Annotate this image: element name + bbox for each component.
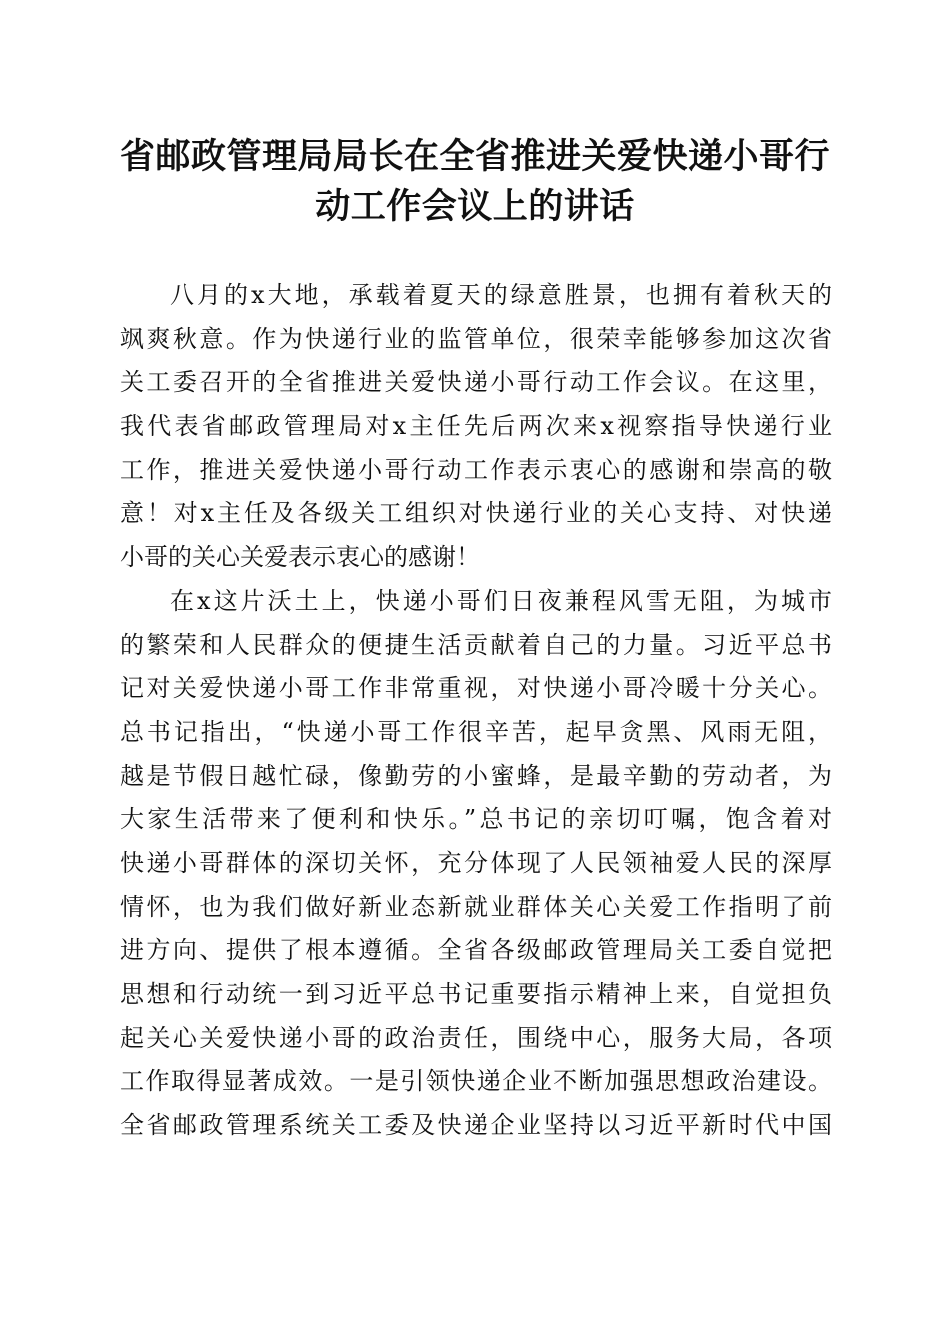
paragraph-2-line: 全省邮政管理系统关工委及快递企业坚持以习近平新时代中国 xyxy=(120,1111,832,1140)
paragraph-2-line: 快递小哥群体的深切关怀，充分体现了人民领袖爱人民的深厚 xyxy=(120,848,832,877)
paragraph-2-line: 思想和行动统一到习近平总书记重要指示精神上来，自觉担负 xyxy=(120,980,832,1008)
document-title xyxy=(100,132,850,232)
paragraph-1-line: 飒爽秋意。作为快递行业的监管单位，很荣幸能够参加这次省 xyxy=(120,324,832,353)
paragraph-2-line: 大家生活带来了便利和快乐。”总书记的亲切叮嘱，饱含着对 xyxy=(120,805,832,834)
title-line-1: 省邮政管理局局长在全省推进关爱快递小哥行 xyxy=(119,136,830,177)
paragraph-2-line: 在x这片沃土上，快递小哥们日夜兼程风雪无阻，为城市 xyxy=(170,586,832,615)
paragraph-1-line: 工作，推进关爱快递小哥行动工作表示衷心的感谢和崇高的敬 xyxy=(120,455,832,484)
paragraph-1-line: 八月的x大地，承载着夏天的绿意胜景，也拥有着秋天的 xyxy=(170,281,832,309)
title-line-2: 动工作会议上的讲话 xyxy=(315,186,635,227)
paragraph-1-line: 关工委召开的全省推进关爱快递小哥行动工作会议。在这里， xyxy=(120,368,832,397)
paragraph-2-line: 起关心关爱快递小哥的政治责任，围绕中心，服务大局，各项 xyxy=(120,1023,832,1052)
paragraph-2-line: 进方向、提供了根本遵循。全省各级邮政管理局关工委自觉把 xyxy=(120,936,832,965)
paragraph-2-line: 工作取得显著成效。一是引领快递企业不断加强思想政治建设。 xyxy=(120,1067,832,1096)
paragraph-2-line: 总书记指出，“快递小哥工作很辛苦，起早贪黑、风雨无阻， xyxy=(120,717,832,746)
paragraph-2-line: 越是节假日越忙碌，像勤劳的小蜜蜂，是最辛勤的劳动者，为 xyxy=(120,761,832,790)
paragraph-1-line: 意！对x主任及各级关工组织对快递行业的关心支持、对快递 xyxy=(120,499,832,528)
paragraph-2-line: 的繁荣和人民群众的便捷生活贡献着自己的力量。习近平总书 xyxy=(120,630,832,659)
paragraph-1-line: 小哥的关心关爱表示衷心的感谢！ xyxy=(120,543,480,572)
paragraph-1-line: 我代表省邮政管理局对x主任先后两次来x视察指导快递行业 xyxy=(120,412,832,441)
paragraph-2-line: 记对关爱快递小哥工作非常重视，对快递小哥冷暖十分关心。 xyxy=(120,674,832,703)
document-body xyxy=(120,274,832,1148)
paragraph-2-line: 情怀，也为我们做好新业态新就业群体关心关爱工作指明了前 xyxy=(120,892,832,921)
